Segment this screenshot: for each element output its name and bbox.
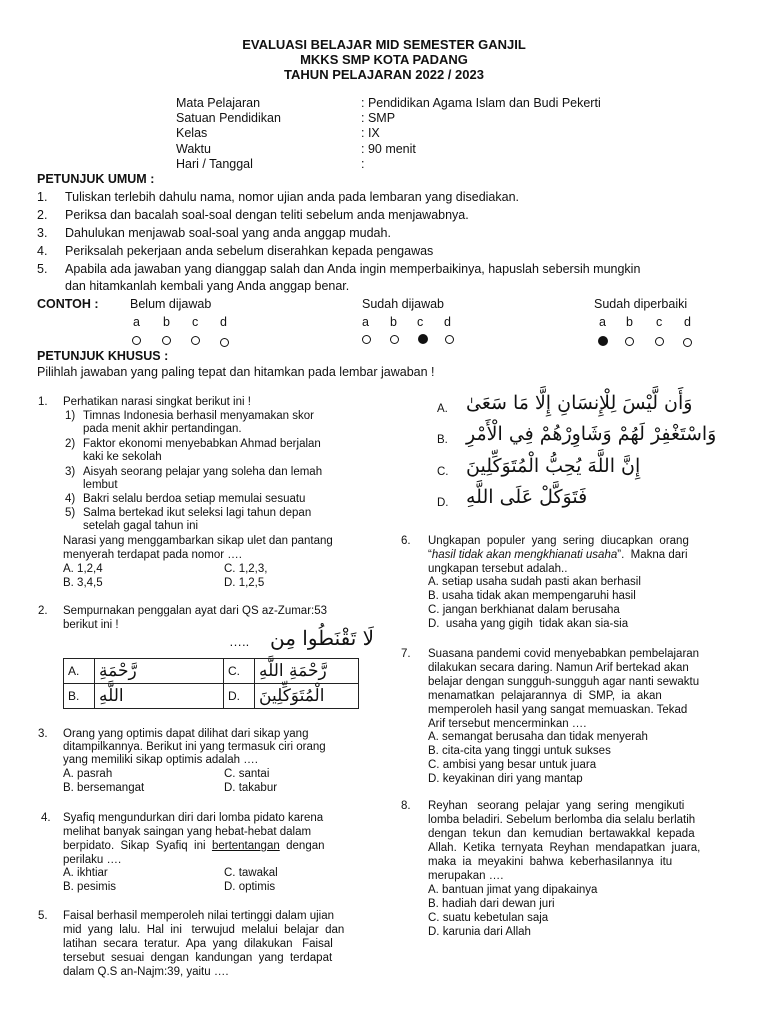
- instruction-text: Apabila ada jawaban yang dianggap salah dan Anda ingin memperbaikinya, hapuslah sebersih mungkin: [65, 262, 641, 276]
- exam-year: TAHUN PELAJARAN 2022 / 2023: [284, 67, 484, 82]
- option[interactable]: D. keyakinan diri yang mantap: [428, 773, 583, 785]
- question-text: ditampilkannya. Berikut ini yang termasuk ciri orang: [63, 741, 326, 753]
- question-text: memperoleh hasil yang sangat memuaskan. Tekad: [428, 704, 688, 716]
- instruction-text: Periksalah pekerjaan anda sebelum diserahkan kepada pengawas: [65, 244, 434, 258]
- example-letter: c: [192, 315, 199, 329]
- instruction-num: 4.: [37, 244, 48, 258]
- question-text: Ungkapan populer yang sering diucapkan orang: [428, 535, 689, 547]
- question-text: melihat banyak saingan yang hebat-hebat dalam: [63, 826, 312, 838]
- instruction-text-cont: dan hitamkanlah kembali yang Anda anggap benar.: [65, 279, 350, 293]
- example-title: Belum dijawab: [130, 297, 212, 311]
- instruction-text: Tuliskan terlebih dahulu nama, nomor ujian anda pada lembaran yang disediakan.: [65, 190, 519, 204]
- answer-bubble-empty: [362, 335, 371, 344]
- answer-bubble-empty: [220, 338, 229, 347]
- example-title: Sudah diperbaiki: [594, 297, 688, 311]
- point-text: lembut: [83, 479, 118, 491]
- question-number: 5.: [38, 910, 48, 922]
- option-letter[interactable]: C.: [437, 466, 449, 478]
- option[interactable]: B. usaha tidak akan mempengaruhi hasil: [428, 590, 636, 602]
- answer-bubble-empty: [162, 336, 171, 345]
- info-value: : IX: [361, 126, 380, 140]
- option-arabic[interactable]: وَأَن لَّيْسَ لِلْإِنسَانِ إِلَّا مَا سَعَىٰ: [466, 392, 693, 414]
- question-text: Arif tersebut mencerminkan ….: [428, 718, 587, 730]
- answer-bubble-empty: [683, 338, 692, 347]
- example-letter: d: [684, 315, 691, 329]
- info-value: : 90 menit: [361, 142, 416, 156]
- option[interactable]: A. bantuan jimat yang dipakainya: [428, 884, 598, 896]
- answer-bubble-empty: [625, 337, 634, 346]
- info-label: Satuan Pendidikan: [176, 111, 281, 125]
- point-text: Timnas Indonesia berhasil menyamakan skor: [83, 410, 314, 422]
- point-text: Aisyah seorang pelajar yang soleha dan lemah: [83, 466, 323, 478]
- question-text: Syafiq mengundurkan diri dari lomba pidato karena: [63, 812, 324, 824]
- point-text: pada menit akhir pertandingan.: [83, 423, 242, 435]
- exam-organizer: MKKS SMP KOTA PADANG: [300, 52, 468, 67]
- question-text: Allah. Ketika ternyata Reyhan mendapatkan juara,: [428, 842, 701, 854]
- option[interactable]: D. usaha yang gigih tidak akan sia-sia: [428, 618, 629, 630]
- answer-bubble-empty: [655, 337, 664, 346]
- question-text: Suasana pandemi covid menyebabkan pembelajaran: [428, 648, 700, 660]
- question-text: maka ia meyakini bahwa keberhasilannya itu: [428, 856, 673, 868]
- option-letter[interactable]: B.: [64, 684, 95, 709]
- option[interactable]: D. takabur: [224, 782, 278, 794]
- answer-bubble-empty: [191, 336, 200, 345]
- question-text: yang memiliki sikap optimis adalah ….: [63, 754, 258, 766]
- option-arabic[interactable]: اللَّهِ: [95, 684, 224, 709]
- point-num: 2): [65, 438, 76, 450]
- instruction-num: 1.: [37, 190, 48, 204]
- option[interactable]: A. setiap usaha sudah pasti akan berhasil: [428, 576, 641, 588]
- answer-bubble-filled: [418, 334, 428, 344]
- question-text: menyerah terdapat pada nomor ….: [63, 549, 242, 561]
- option[interactable]: A. ikhtiar: [63, 867, 108, 879]
- instruction-text: Dahulukan menjawab soal-soal yang anda anggap mudah.: [65, 226, 391, 240]
- info-value: :: [361, 157, 365, 171]
- option[interactable]: B. bersemangat: [63, 782, 145, 794]
- answer-bubble-empty: [445, 335, 454, 344]
- option-letter[interactable]: B.: [437, 434, 448, 446]
- option[interactable]: C. 1,2,3,: [224, 563, 268, 575]
- point-num: 3): [65, 466, 76, 478]
- question-text: dengan tekun dan kemudian bertawakkal kepada: [428, 828, 695, 840]
- option[interactable]: B. hadiah dari dewan juri: [428, 898, 555, 910]
- question-text: latihan secara teratur. Apa yang dilakukan Faisal: [63, 938, 333, 950]
- example-label: CONTOH :: [37, 297, 99, 311]
- option[interactable]: B. pesimis: [63, 881, 117, 893]
- option[interactable]: C. jangan berkhianat dalam berusaha: [428, 604, 620, 616]
- ayat-dots: …..: [229, 634, 250, 649]
- question-number: 3.: [38, 728, 48, 740]
- example-letter: d: [220, 315, 227, 329]
- option-arabic[interactable]: رَّحْمَةِ: [95, 659, 224, 684]
- question-text: Orang yang optimis dapat dilihat dari sikap yang: [63, 728, 309, 740]
- example-letter: b: [163, 315, 170, 329]
- option[interactable]: C. santai: [224, 768, 270, 780]
- option-letter[interactable]: D.: [437, 497, 449, 509]
- option-letter[interactable]: A.: [437, 403, 448, 415]
- option[interactable]: D. optimis: [224, 881, 276, 893]
- instruction-num: 3.: [37, 226, 48, 240]
- option-arabic[interactable]: وَاسْتَغْفِرْ لَهُمْ وَشَاوِرْهُمْ فِي الْأَمْرِ: [466, 423, 717, 445]
- question-text: tersebut sesuai dengan kandungan yang terdapat: [63, 952, 333, 964]
- info-label: Waktu: [176, 142, 211, 156]
- question-number: 1.: [38, 396, 48, 408]
- point-text: Faktor ekonomi menyebabkan Ahmad berjalan: [83, 438, 321, 450]
- example-letter: c: [656, 315, 663, 329]
- question-number: 2.: [38, 605, 48, 617]
- option[interactable]: D. 1,2,5: [224, 577, 265, 589]
- instruction-num: 2.: [37, 208, 48, 222]
- point-text: Salma bertekad ikut seleksi lagi tahun depan: [83, 507, 312, 519]
- option[interactable]: B. 3,4,5: [63, 577, 103, 589]
- option-arabic[interactable]: الْمُتَوَكِّلِينَ: [255, 684, 359, 709]
- point-num: 1): [65, 410, 76, 422]
- option[interactable]: B. cita-cita yang tinggi untuk sukses: [428, 745, 611, 757]
- instruction-text: Periksa dan bacalah soal-soal dengan teliti sebelum anda menjawabnya.: [65, 208, 469, 222]
- example-letter: d: [444, 315, 451, 329]
- option-arabic[interactable]: رَّحْمَةِ اللَّهِ: [255, 659, 359, 684]
- special-instructions-title: PETUNJUK KHUSUS :: [37, 349, 169, 363]
- question-text: berpidato. Sikap Syafiq ini bertentangan dengan: [63, 840, 325, 852]
- example-letter: a: [133, 315, 140, 329]
- point-text: Bakri selalu berdoa setiap memulai sesuatu: [83, 493, 306, 505]
- question-number: 7.: [401, 648, 411, 660]
- point-text: setelah gagal tahun ini: [83, 520, 199, 532]
- question-text: “hasil tidak akan mengkhianati usaha”. Makna dari: [428, 549, 688, 561]
- option-letter[interactable]: D.: [224, 684, 255, 709]
- ayat-fragment: لَا تَقْنَطُوا مِن: [270, 626, 375, 650]
- question-stem: Perhatikan narasi singkat berikut ini !: [63, 396, 251, 408]
- question-text: Reyhan seorang pelajar yang sering mengikuti: [428, 800, 685, 812]
- question-number: 6.: [401, 535, 411, 547]
- option[interactable]: A. semangat berusaha dan tidak menyerah: [428, 731, 648, 743]
- ayat-options-table: [63, 658, 359, 709]
- info-label: Kelas: [176, 126, 208, 140]
- option[interactable]: A. pasrah: [63, 768, 113, 780]
- point-num: 4): [65, 493, 76, 505]
- example-letter: b: [390, 315, 397, 329]
- info-label: Hari / Tanggal: [176, 157, 253, 171]
- question-text: lomba beladiri. Sebelum berlomba dia selalu berlatih: [428, 814, 696, 826]
- option[interactable]: C. tawakal: [224, 867, 278, 879]
- info-value: : SMP: [361, 111, 396, 125]
- answer-bubble-filled: [598, 336, 608, 346]
- question-text: belajar dengan sungguh-sungguh agar nanti sewaktu: [428, 676, 700, 688]
- exam-title: EVALUASI BELAJAR MID SEMESTER GANJIL: [242, 37, 526, 52]
- option[interactable]: D. karunia dari Allah: [428, 926, 531, 938]
- option-arabic[interactable]: إِنَّ اللَّهَ يُحِبُّ الْمُتَوَكِّلِينَ: [466, 455, 641, 477]
- example-letter: c: [417, 315, 424, 329]
- point-text: kaki ke sekolah: [83, 451, 162, 463]
- info-value: : Pendidikan Agama Islam dan Budi Pekerti: [361, 96, 601, 110]
- option[interactable]: C. ambisi yang besar untuk juara: [428, 759, 597, 771]
- question-number: 8.: [401, 800, 411, 812]
- question-number: 4.: [41, 812, 51, 824]
- question-text: dilakukan secara daring. Namun Arif bertekad akan: [428, 662, 689, 674]
- question-text: dalam Q.S an-Najm:39, yaitu ….: [63, 966, 229, 978]
- example-title: Sudah dijawab: [362, 297, 445, 311]
- question-text: Sempurnakan penggalan ayat dari QS az-Zumar:53: [63, 605, 328, 617]
- instruction-num: 5.: [37, 262, 48, 276]
- example-letter: a: [599, 315, 606, 329]
- example-letter: b: [626, 315, 633, 329]
- general-instructions-title: PETUNJUK UMUM :: [37, 172, 155, 186]
- option-arabic[interactable]: فَتَوَكَّلْ عَلَى اللَّهِ: [466, 486, 588, 508]
- special-instructions-text: Pilihlah jawaban yang paling tepat dan hitamkan pada lembar jawaban !: [37, 365, 435, 379]
- option[interactable]: A. 1,2,4: [63, 563, 103, 575]
- answer-bubble-empty: [132, 336, 141, 345]
- answer-bubble-empty: [390, 335, 399, 344]
- question-text: Faisal berhasil memperoleh nilai tertinggi dalam ujian: [63, 910, 335, 922]
- question-text: perilaku ….: [63, 854, 122, 866]
- question-text: Narasi yang menggambarkan sikap ulet dan pantang: [63, 535, 333, 547]
- info-label: Mata Pelajaran: [176, 96, 261, 110]
- option[interactable]: C. suatu kebetulan saja: [428, 912, 549, 924]
- question-text: berikut ini !: [63, 619, 119, 631]
- example-letter: a: [362, 315, 369, 329]
- question-text: menamatkan pelajarannya di SMP, ia akan: [428, 690, 662, 702]
- question-text: merupakan ….: [428, 870, 504, 882]
- question-text: mid yang lalu. Hal ini terwujud melalui belajar dan: [63, 924, 345, 936]
- point-num: 5): [65, 507, 76, 519]
- question-text: ungkapan tersebut adalah..: [428, 563, 568, 575]
- option-letter[interactable]: A.: [64, 659, 95, 684]
- option-letter[interactable]: C.: [224, 659, 255, 684]
